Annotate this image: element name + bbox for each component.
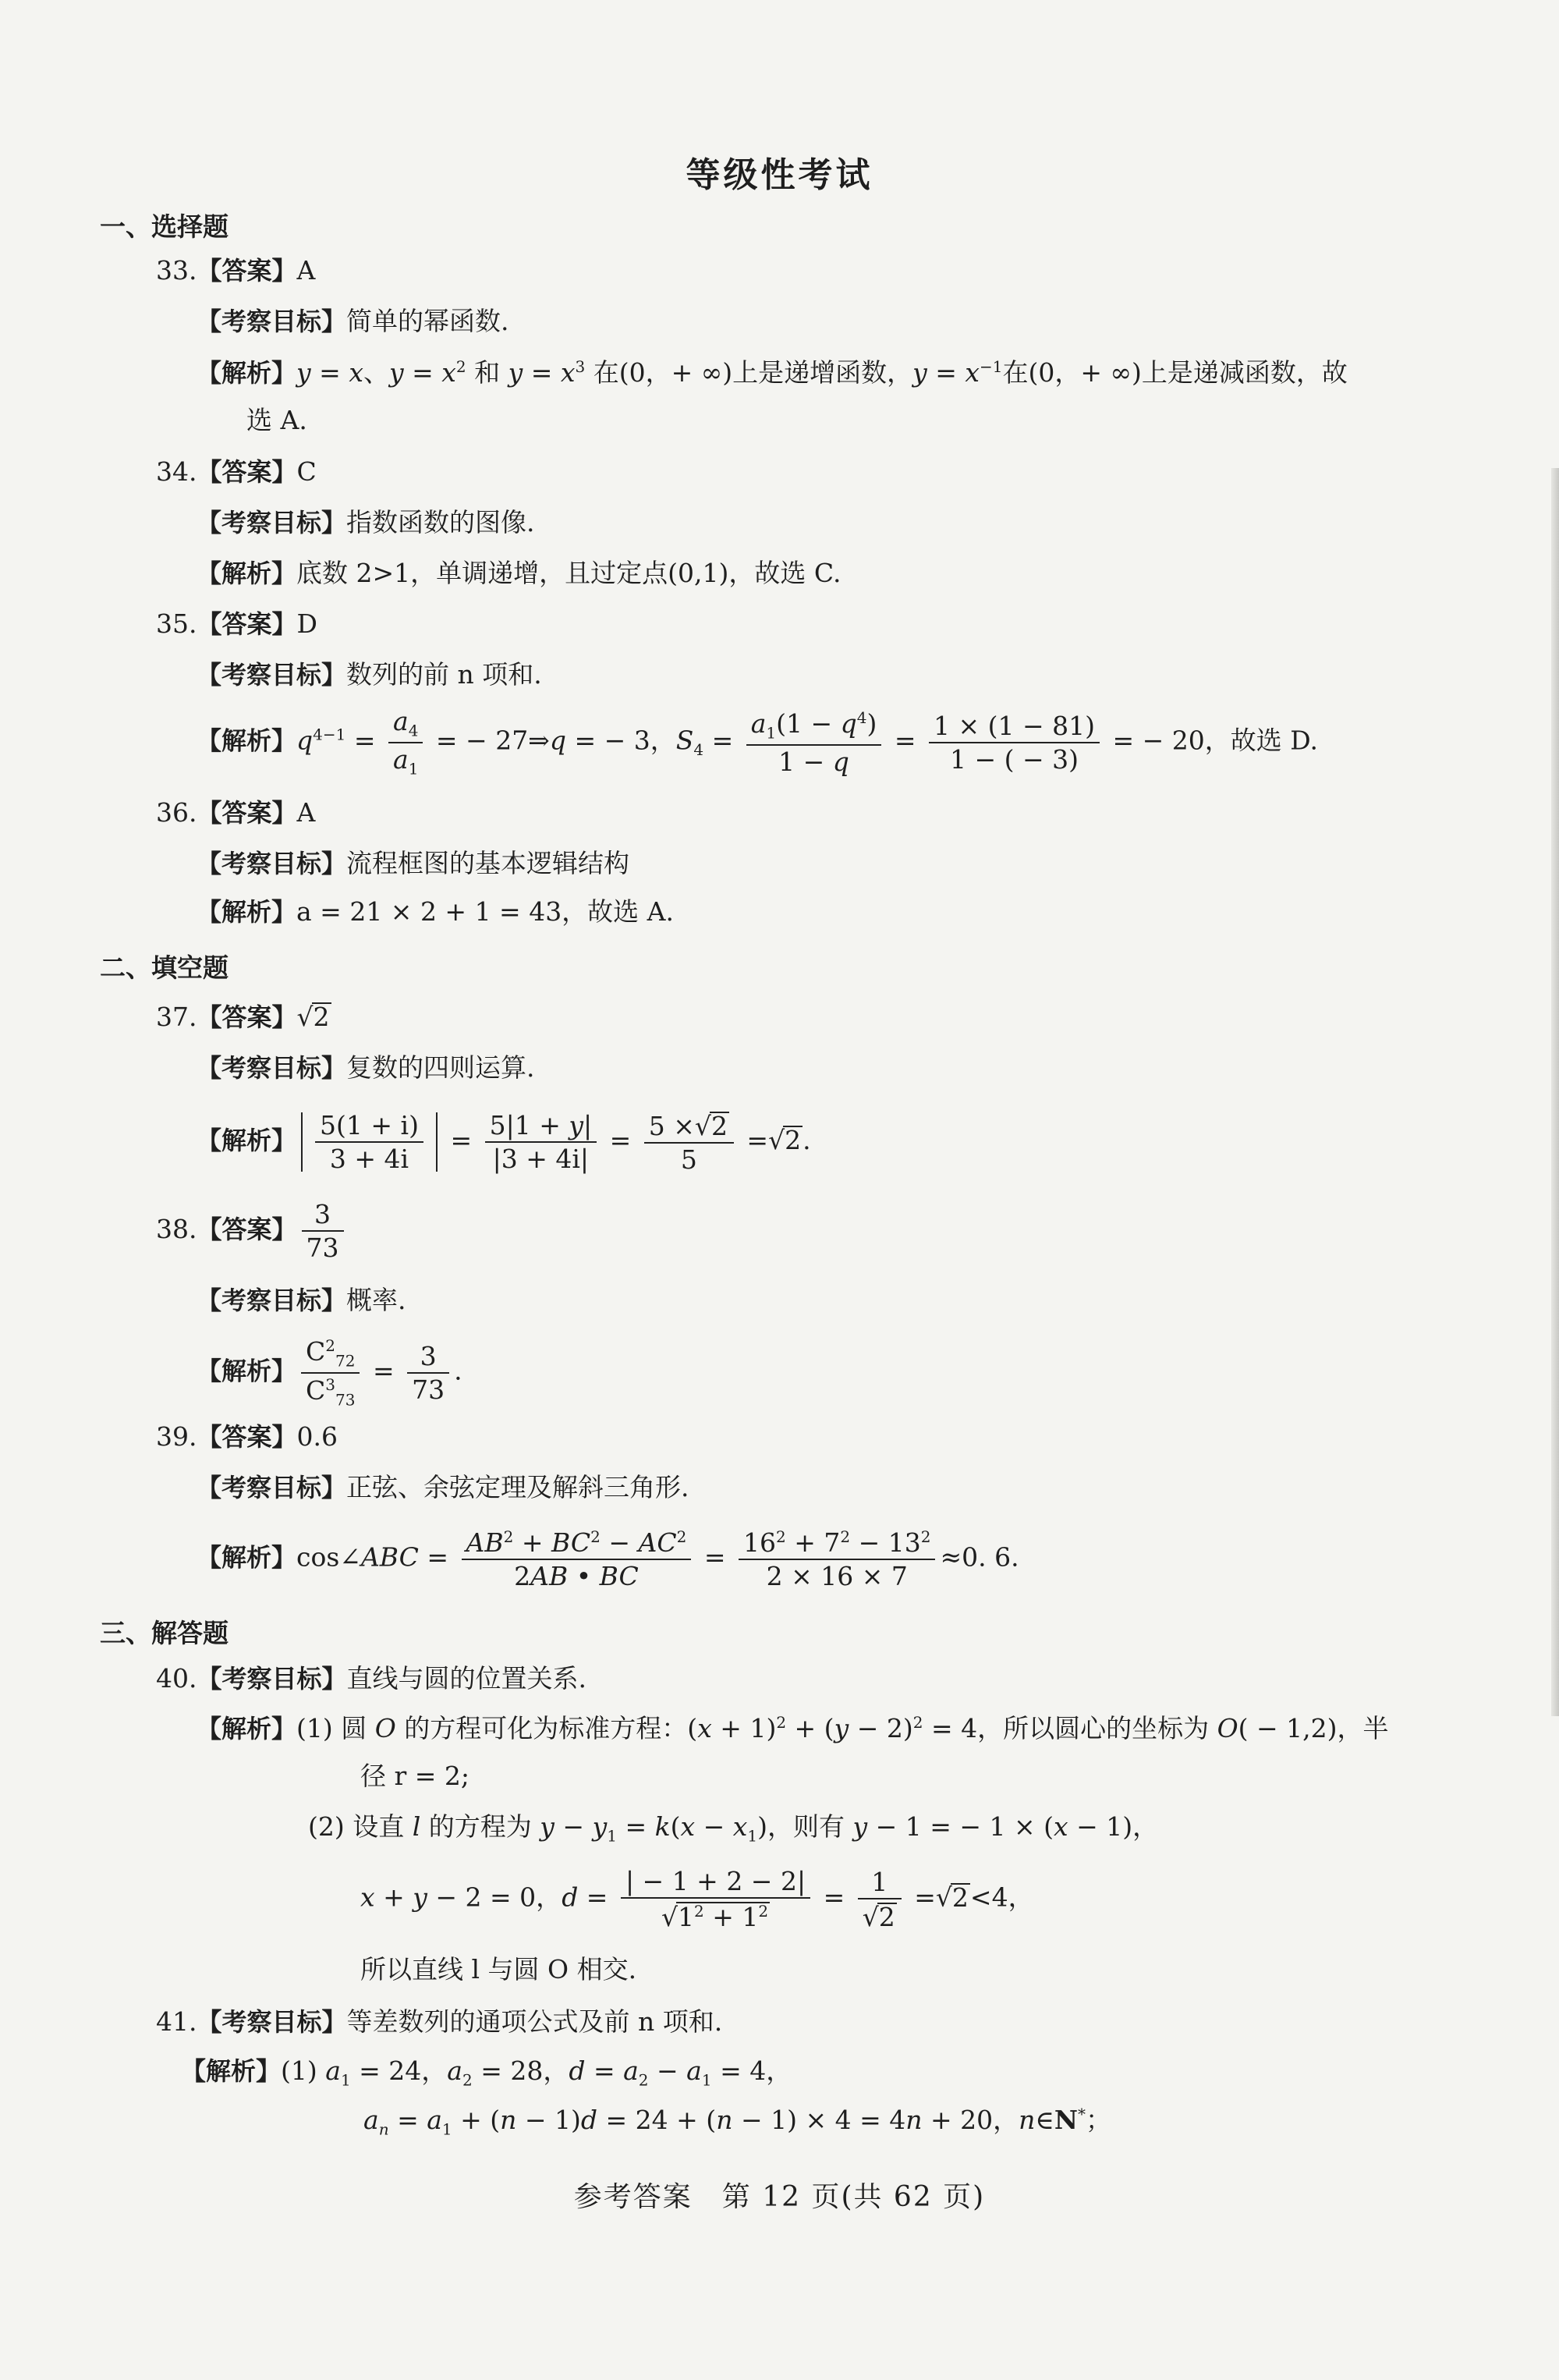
- q41-analysis-line2: $a_n = a_1 + (n - 1)d = 24 + (n - 1) \times 4 = 4n + 20$，n∈N*；: [363, 2105, 1111, 2139]
- q35-answer: D: [296, 608, 317, 639]
- target-label: 【考察目标】: [197, 1473, 347, 1502]
- q35-number: 35.: [156, 608, 197, 639]
- section-heading-solve: 三、解答题: [100, 1618, 229, 1648]
- q33-target-line: [197, 308, 509, 334]
- q35-target: 数列的前 n 项和.: [346, 659, 542, 690]
- q41-analysis-line1: 【解析】(1) $a_1 = 24$，$a_2 = 28$，$d = a_2 - a_1 = 4$，: [181, 2055, 792, 2090]
- page-footer: 参考答案 第 12 页(共 62 页): [573, 2181, 986, 2213]
- target-label: 【考察目标】: [197, 508, 347, 537]
- modulus: [301, 1112, 438, 1172]
- q36-number: 36.: [156, 797, 197, 828]
- fraction: $\frac{1}{√2}$: [858, 1869, 902, 1930]
- fraction: $\frac{a_4}{a_1}$: [388, 708, 423, 776]
- fraction: $\frac{AB^2 + BC^2 - AC^2}{2AB • BC}$: [462, 1529, 692, 1589]
- analysis-label: 【解析】: [197, 1714, 297, 1743]
- q37-target-line: [197, 1052, 535, 1083]
- analysis-label: 【解析】: [197, 1542, 297, 1573]
- q36-analysis: a = 21 × 2 + 1 = 43，故选 A.: [296, 896, 674, 927]
- fraction: $\frac{3}{73}$: [302, 1201, 344, 1261]
- target-label: 【考察目标】: [197, 660, 347, 690]
- analysis-label: 【解析】: [197, 1356, 297, 1386]
- q33-analysis-line2: 选 A.: [246, 405, 307, 435]
- page-title: 等级性考试: [686, 155, 873, 195]
- q35-analysis-tail: = − 20，故选 D.: [1112, 725, 1319, 756]
- target-label: 【考察目标】: [197, 1664, 347, 1694]
- q34-answer: C: [296, 456, 317, 487]
- q41-number: 41.: [156, 2006, 197, 2037]
- q41-target-line: [156, 2006, 723, 2037]
- q37-target: 复数的四则运算.: [346, 1052, 535, 1083]
- q33-answer-line: [156, 255, 316, 286]
- q35-target-line: [197, 659, 542, 690]
- answer-label: 【答案】: [197, 457, 297, 487]
- analysis-label: 【解析】: [181, 2056, 282, 2086]
- q36-target-line: [197, 850, 629, 876]
- q38-answer-line: [156, 1201, 349, 1261]
- fraction: $\frac{5(1 + i)}{3 + 4i}$: [315, 1112, 423, 1172]
- q33-analysis-tail: 故: [1321, 357, 1348, 388]
- q39-target-line: [197, 1474, 689, 1500]
- q40-target-line: [156, 1663, 586, 1694]
- q34-number: 34.: [156, 456, 197, 487]
- q36-target: 流程框图的基本逻辑结构: [346, 848, 630, 878]
- q38-target: 概率.: [346, 1285, 406, 1315]
- q35-answer-line: [156, 608, 317, 639]
- q37-analysis-line: 【解析】 $\frac{5(1 + i)}{3 + 4i}$ = $\frac{5|1 + y|}{|3 + 4i|}$ = $\frac{5 \times√2}{5}$ =√2.: [197, 1110, 811, 1175]
- q39-analysis-line: 【解析】cos∠ABC = $\frac{AB^2 + BC^2 - AC^2}{2AB • BC}$ = $\frac{16^2 + 7^2 - 13^2}{2 \times 16 \times 7}$ ≈0. 6.: [197, 1527, 1019, 1591]
- q34-target-line: [197, 509, 535, 535]
- q40-analysis-line5: 所以直线 l 与圆 O 相交.: [360, 1954, 637, 1985]
- answer-label: 【答案】: [197, 1215, 297, 1244]
- q33-number: 33.: [156, 255, 197, 286]
- q37-number: 37.: [156, 1002, 197, 1032]
- q33-analysis-line: 【解析】y = x、$y = x^2$ 和 $y = x^3$ 在(0，+ ∞)上是递增函数，$y = x^{-1}$在(0，+ ∞)上是递减函数，故: [197, 357, 1348, 388]
- q36-answer-line: [156, 797, 316, 828]
- q33-answer: A: [296, 255, 316, 286]
- analysis-label: 【解析】: [197, 897, 297, 927]
- analysis-label: 【解析】: [197, 358, 297, 388]
- target-label: 【考察目标】: [197, 849, 347, 878]
- target-label: 【考察目标】: [197, 1286, 347, 1315]
- q39-number: 39.: [156, 1421, 197, 1452]
- q34-target: 指数函数的图像.: [346, 507, 535, 537]
- fraction: $\frac{5 \times√2}{5}$: [644, 1112, 734, 1172]
- fraction: $\frac{5|1 + y|}{|3 + 4i|}$: [485, 1112, 597, 1172]
- q40-target: 直线与圆的位置关系.: [346, 1663, 586, 1694]
- q40-analysis-line3: (2) 设直 l 的方程为 $y - y_1 = k(x - x_1)$，则有 y − 1 = − 1 × (x − 1)，: [308, 1811, 1159, 1846]
- fraction: $\frac{C^2_{72}}{C^3_{73}}$: [301, 1338, 360, 1407]
- q34-answer-line: [156, 456, 317, 487]
- section-heading-choice: 一、选择题: [100, 211, 229, 242]
- fraction: $\frac{16^2 + 7^2 - 13^2}{2 \times 16 \times 7}$: [739, 1529, 935, 1589]
- fraction: $\frac{| - 1 + 2 - 2|}{√1^2 + 1^2}$: [621, 1868, 810, 1930]
- q39-target: 正弦、余弦定理及解斜三角形.: [346, 1472, 689, 1502]
- q39-answer-line: [156, 1421, 338, 1452]
- q38-target-line: [197, 1287, 406, 1313]
- q38-analysis-line: 【解析】 $\frac{C^2_{72}}{C^3_{73}}$ = $\frac{3}{73}$ .: [197, 1336, 462, 1410]
- q37-answer-line: 37.【答案】√2: [156, 1002, 330, 1032]
- fraction: $\frac{1 \times (1 - 81)}{1 - ( - 3)}$: [929, 713, 1100, 772]
- q40-analysis-line2: 径 r = 2;: [360, 1761, 470, 1791]
- q40-number: 40.: [156, 1663, 197, 1694]
- q41-target: 等差数列的通项公式及前 n 项和.: [346, 2006, 723, 2037]
- q33-target: 简单的幂函数.: [346, 306, 509, 336]
- analysis-label: 【解析】: [197, 559, 297, 588]
- answer-label: 【答案】: [197, 798, 297, 828]
- q39-answer: 0.6: [296, 1421, 338, 1452]
- target-label: 【考察目标】: [197, 1053, 347, 1083]
- q40-analysis-line1: 【解析】(1) 圆 O 的方程可化为标准方程：$(x + 1)^2 + (y - 2)^2 = 4$，所以圆心的坐标为 O( − 1,2)，半: [197, 1713, 1389, 1743]
- q34-analysis: 底数 2>1，单调递增，且过定点(0,1)，故选 C.: [296, 558, 842, 588]
- answer-label: 【答案】: [197, 609, 297, 639]
- answer-label: 【答案】: [197, 1002, 297, 1032]
- fraction: $\frac{3}{73}$: [407, 1343, 449, 1403]
- section-heading-fill: 二、填空题: [100, 952, 229, 983]
- q35-analysis-line: 【解析】$q^{4-1}$ = $\frac{a_4}{a_1}$ = − 27⇒q = − 3，$S_4$ = $\frac{a_1(1 - q^4)}{1 - q}$ = $\frac{1 \times (1 - 81)}{1 - ( - 3)}$ = − 20，故选 D.: [197, 706, 1319, 779]
- analysis-label: 【解析】: [197, 1126, 297, 1155]
- page-edge-shadow: [1551, 468, 1559, 1716]
- q34-analysis-line: [197, 560, 841, 586]
- answer-label: 【答案】: [197, 256, 297, 286]
- q36-answer: A: [296, 797, 316, 828]
- target-label: 【考察目标】: [197, 2007, 347, 2037]
- q38-number: 38.: [156, 1214, 197, 1244]
- analysis-label: 【解析】: [197, 725, 297, 756]
- answer-label: 【答案】: [197, 1422, 297, 1452]
- target-label: 【考察目标】: [197, 307, 347, 336]
- q40-analysis-line4: x + y − 2 = 0，d = $\frac{| - 1 + 2 - 2|}{√1^2 + 1^2}$ = $\frac{1}{√2}$ =√2<4，: [360, 1866, 1034, 1932]
- q36-analysis-line: [197, 896, 674, 927]
- fraction: $\frac{a_1(1 - q^4)}{1 - q}$: [746, 710, 882, 775]
